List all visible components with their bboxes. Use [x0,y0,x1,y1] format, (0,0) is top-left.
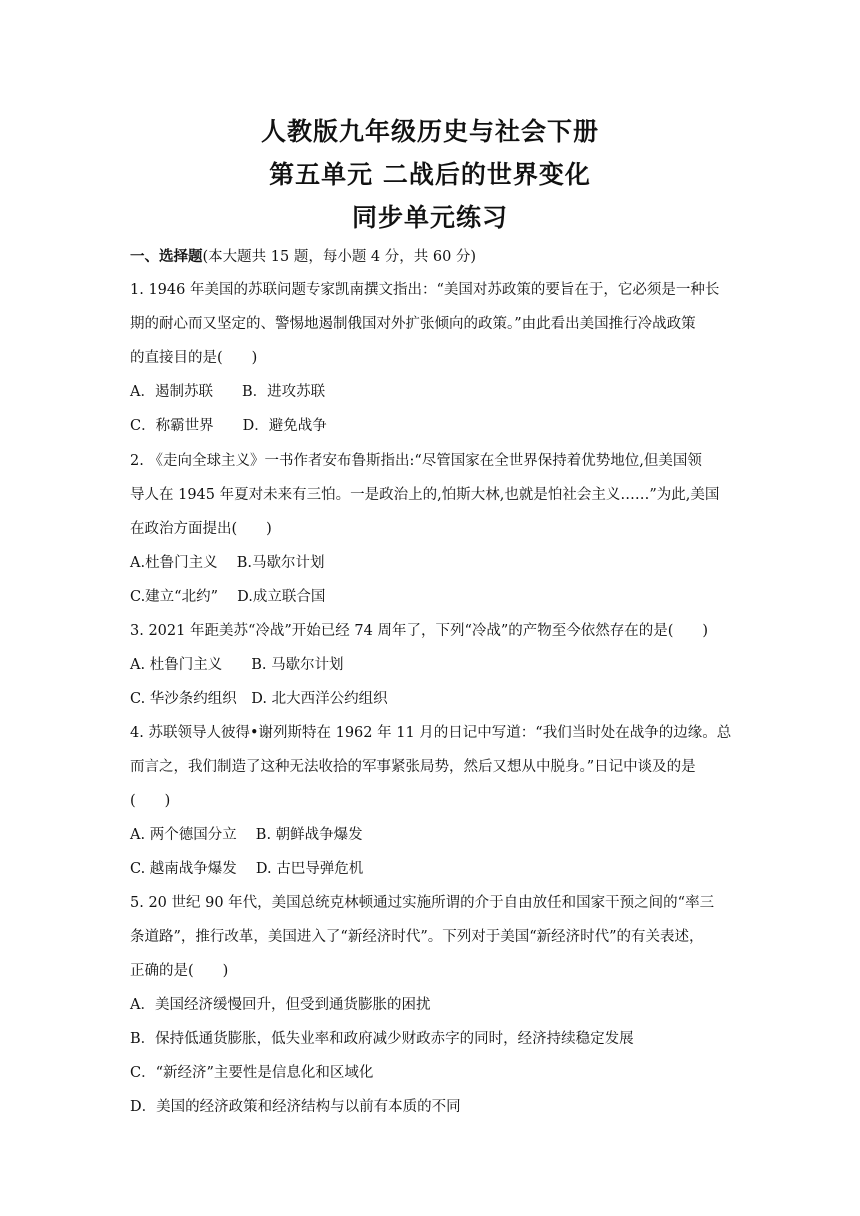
section-heading-label: 一、选择题 [130,249,203,265]
question-5-option-b: B．保持低通货膨胀，低失业率和政府减少财政赤字的同时，经济持续稳定发展 [130,1031,634,1047]
question-5-stem-line: 5. 20 世纪 90 年代，美国总统克林顿通过实施所谓的介于自由放任和国家干预之间的“率三 [130,895,715,911]
question-3-options: C. 华沙条约组织 D. 北大西洋公约组织 [130,691,388,707]
question-5-option-c: C．“新经济”主要性是信息化和区域化 [130,1065,374,1081]
question-1-stem-line: 1. 1946 年美国的苏联问题专家凯南撰文指出：“美国对苏政策的要旨在于，它必须是一种长 [130,282,720,298]
question-2-options: C.建立“北约” D.成立联合国 [130,589,326,605]
question-3-options: A. 杜鲁门主义 B. 马歇尔计划 [130,657,344,673]
question-1-options: C．称霸世界 D．避免战争 [130,418,327,434]
question-4-options: A. 两个德国分立 B. 朝鲜战争爆发 [130,827,363,843]
question-1-options: A．遏制苏联 B．进攻苏联 [130,384,326,400]
question-2-stem-line: 导人在 1945 年夏对未来有三怕。一是政治上的,怕斯大林,也就是怕社会主义……”为此,美国 [130,487,720,503]
exercise-title: 同步单元练习 [351,203,508,232]
question-4-stem-line: 4. 苏联领导人彼得•谢列斯特在 1962 年 11 月的日记中写道：“我们当时处在战争的边缘。总 [130,725,732,741]
question-4-options: C. 越南战争爆发 D. 古巴导弹危机 [130,861,364,877]
question-5-stem-line: 正确的是( ) [130,963,229,979]
question-5-option-a: A．美国经济缓慢回升，但受到通货膨胀的困扰 [130,997,431,1013]
question-1-stem-line: 期的耐心而又坚定的、警惕地遏制俄国对外扩张倾向的政策。”由此看出美国推行冷战政策 [130,316,696,332]
question-1-stem-line: 的直接目的是( ) [130,350,258,366]
section-heading [130,240,476,274]
question-2-stem-line: 2. 《走向全球主义》一书作者安布鲁斯指出:“尽管国家在全世界保持着优势地位,但美国领 [130,453,702,469]
question-2-stem-line: 在政治方面提出( ) [130,521,272,537]
question-5-stem-line: 条道路”，推行改革，美国进入了“新经济时代”。下列对于美国“新经济时代”的有关表述， [130,929,704,945]
section-heading-note: (本大题共 15 题，每小题 4 分，共 60 分) [202,249,477,265]
question-5-option-d: D．美国的经济政策和经济结构与以前有本质的不同 [130,1099,461,1115]
unit-title: 第五单元 二战后的世界变化 [269,160,591,189]
question-4-stem-line: ( ) [130,793,171,809]
question-2-options: A.杜鲁门主义 B.马歇尔计划 [130,555,325,571]
question-4-stem-line: 而言之，我们制造了这种无法收拾的军事紧张局势，然后又想从中脱身。”日记中谈及的是 [130,759,696,775]
document-title: 人教版九年级历史与社会下册 [260,117,599,146]
question-3-stem-line: 3. 2021 年距美苏“冷战”开始已经 74 周年了，下列“冷战”的产物至今依然存在的是( ) [130,623,709,639]
